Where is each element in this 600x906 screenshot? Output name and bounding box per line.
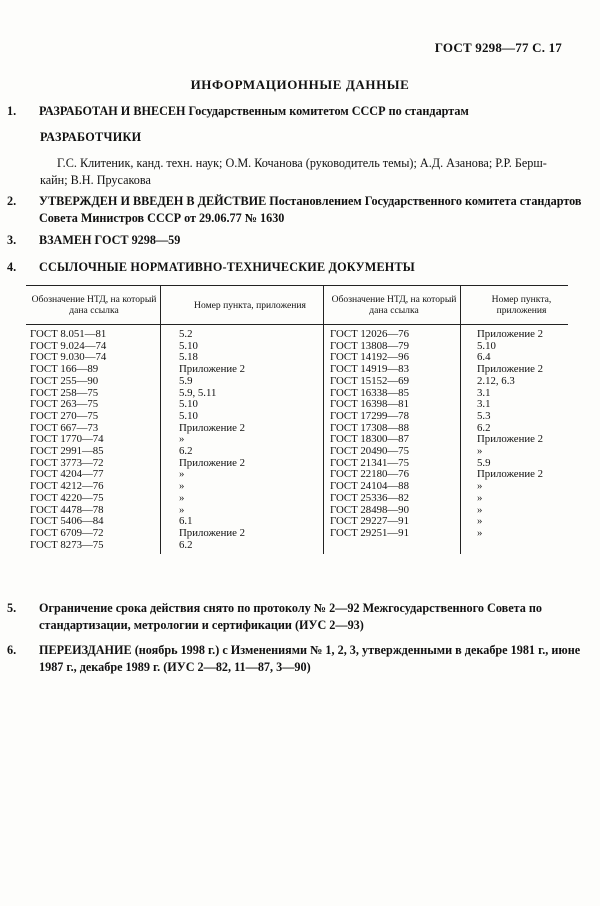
- table-row: [26, 540, 568, 555]
- cell-ntd-left: ГОСТ 3773—72: [26, 458, 161, 470]
- cell-ntd-left: ГОСТ 1770—74: [26, 434, 161, 446]
- table-body: [26, 325, 568, 555]
- section-3-number: 3.: [7, 233, 17, 247]
- section-2-heading: УТВЕРЖДЕН И ВВЕДЕН В ДЕЙСТВИЕ: [39, 194, 267, 208]
- section-2-number: 2.: [7, 194, 17, 208]
- section-1-heading: РАЗРАБОТАН И ВНЕСЕН: [39, 104, 186, 118]
- header-ntd-right: Обозначение НТД, на который дана ссылка: [324, 286, 461, 325]
- cell-ntd-left: ГОСТ 8.051—81: [26, 325, 161, 341]
- section-6: [7, 642, 584, 676]
- cell-ntd-left: ГОСТ 4212—76: [26, 481, 161, 493]
- cell-clause-right: 2.12, 6.3: [477, 374, 515, 387]
- references-table: [26, 285, 568, 554]
- cell-ntd-right: ГОСТ 14192—96: [324, 352, 461, 364]
- cell-ntd-right: ГОСТ 20490—75: [324, 446, 461, 458]
- table-row: [26, 481, 568, 493]
- cell-ntd-left: ГОСТ 2991—85: [26, 446, 161, 458]
- cell-clause-right: [461, 540, 569, 555]
- section-6-heading: ПЕРЕИЗДАНИЕ: [39, 643, 132, 657]
- cell-clause-right: »: [477, 503, 483, 516]
- section-6-text: (ноябрь 1998 г.) с Изменениями № 1, 2, 3, утвержденными в декабре 1981 г., июне 1987 г., декабре 1989 г. (ИУС 2—82, 11—87, 3—90): [39, 643, 581, 674]
- cell-ntd-left: ГОСТ 270—75: [26, 411, 161, 423]
- cell-clause-left: 5.10: [161, 399, 324, 411]
- table-row: [26, 434, 568, 446]
- cell-ntd-left: ГОСТ 166—89: [26, 364, 161, 376]
- cell-ntd-left: ГОСТ 4204—77: [26, 469, 161, 481]
- section-3-text: ВЗАМЕН ГОСТ 9298—59: [39, 233, 181, 247]
- cell-clause-right: Приложение 2: [477, 433, 544, 446]
- cell-clause-right: 3.1: [477, 386, 491, 399]
- cell-ntd-right: ГОСТ 18300—87: [324, 434, 461, 446]
- developers-line-2: кайн; В.Н. Прусакова: [40, 173, 151, 187]
- table-row: [26, 505, 568, 517]
- cell-clause-left: »: [161, 469, 324, 481]
- section-4-text: ССЫЛОЧНЫЕ НОРМАТИВНО-ТЕХНИЧЕСКИЕ ДОКУМЕНТЫ: [39, 260, 415, 274]
- cell-ntd-right: ГОСТ 16338—85: [324, 388, 461, 400]
- cell-ntd-left: ГОСТ 263—75: [26, 399, 161, 411]
- cell-clause-left: »: [161, 434, 324, 446]
- cell-clause-left: Приложение 2: [161, 528, 324, 540]
- cell-clause-left: Приложение 2: [161, 423, 324, 435]
- cell-clause-right: »: [477, 480, 483, 493]
- cell-clause-right: 5.9: [477, 456, 491, 469]
- cell-ntd-left: ГОСТ 258—75: [26, 388, 161, 400]
- cell-ntd-right: ГОСТ 13808—79: [324, 341, 461, 353]
- cell-clause-left: 5.10: [161, 341, 324, 353]
- section-3: [7, 232, 584, 249]
- cell-clause-left: 6.1: [161, 516, 324, 528]
- cell-ntd-right: ГОСТ 17308—88: [324, 423, 461, 435]
- cell-clause-right: 6.2: [477, 421, 491, 434]
- cell-clause-right: 6.4: [477, 351, 491, 364]
- section-2: [7, 193, 584, 227]
- developers-list: [40, 155, 567, 189]
- header-ntd-left: Обозначение НТД, на который дана ссылка: [26, 286, 161, 325]
- section-5: [7, 600, 584, 634]
- developers-line-1: Г.С. Клитеник, канд. техн. наук; О.М. Кочанова (руководитель темы); А.Д. Азанова; Р.Р. Берш-: [57, 156, 547, 170]
- section-4: [7, 259, 584, 276]
- cell-clause-left: 5.18: [161, 352, 324, 364]
- table-row: [26, 376, 568, 388]
- cell-ntd-right: ГОСТ 15152—69: [324, 376, 461, 388]
- cell-ntd-right: ГОСТ 28498—90: [324, 505, 461, 517]
- cell-ntd-right: ГОСТ 25336—82: [324, 493, 461, 505]
- table-row: [26, 528, 568, 540]
- table-row: [26, 446, 568, 458]
- cell-ntd-left: ГОСТ 5406—84: [26, 516, 161, 528]
- cell-ntd-left: ГОСТ 4220—75: [26, 493, 161, 505]
- cell-clause-left: Приложение 2: [161, 364, 324, 376]
- table-row: [26, 411, 568, 423]
- cell-clause-right: 3.1: [477, 398, 491, 411]
- cell-clause-left: 6.2: [161, 540, 324, 555]
- section-1-number: 1.: [7, 104, 17, 118]
- cell-clause-left: 5.2: [161, 325, 324, 341]
- cell-ntd-right: ГОСТ 12026—76: [324, 325, 461, 341]
- cell-clause-right: »: [477, 526, 483, 539]
- page-header: ГОСТ 9298—77 С. 17: [434, 40, 562, 55]
- cell-ntd-left: ГОСТ 255—90: [26, 376, 161, 388]
- cell-clause-left: 6.2: [161, 446, 324, 458]
- section-6-number: 6.: [7, 643, 17, 657]
- header-clause-left: Номер пункта, приложения: [161, 286, 324, 325]
- header-clause-right: Номер пункта, приложения: [461, 286, 569, 325]
- cell-clause-right: »: [477, 445, 483, 458]
- cell-clause-left: »: [161, 505, 324, 517]
- cell-ntd-left: ГОСТ 8273—75: [26, 540, 161, 555]
- cell-ntd-left: ГОСТ 4478—78: [26, 505, 161, 517]
- cell-clause-left: 5.9, 5.11: [161, 388, 324, 400]
- section-5-number: 5.: [7, 601, 17, 615]
- cell-clause-right: Приложение 2: [477, 328, 544, 340]
- cell-clause-right: 5.3: [477, 409, 491, 422]
- cell-ntd-right: ГОСТ 16398—81: [324, 399, 461, 411]
- cell-ntd-left: ГОСТ 667—73: [26, 423, 161, 435]
- cell-clause-left: Приложение 2: [161, 458, 324, 470]
- cell-ntd-right: ГОСТ 24104—88: [324, 481, 461, 493]
- cell-clause-right: Приложение 2: [477, 468, 544, 481]
- table-row: [26, 325, 568, 341]
- cell-ntd-right: ГОСТ 29251—91: [324, 528, 461, 540]
- cell-ntd-right: ГОСТ 17299—78: [324, 411, 461, 423]
- table-row: [26, 469, 568, 481]
- section-4-number: 4.: [7, 260, 17, 274]
- table-row: [26, 516, 568, 528]
- cell-clause-right: 5.10: [477, 339, 496, 352]
- cell-ntd-left: ГОСТ 6709—72: [26, 528, 161, 540]
- table-header-row: [26, 286, 568, 325]
- cell-ntd-left: ГОСТ 9.024—74: [26, 341, 161, 353]
- developers-heading: РАЗРАБОТЧИКИ: [40, 130, 142, 144]
- cell-clause-left: 5.9: [161, 376, 324, 388]
- cell-clause-right: Приложение 2: [477, 363, 544, 376]
- cell-clause-left: »: [161, 493, 324, 505]
- cell-clause-left: »: [161, 481, 324, 493]
- cell-ntd-right: ГОСТ 22180—76: [324, 469, 461, 481]
- table-row: [26, 493, 568, 505]
- cell-clause-right: »: [477, 491, 483, 504]
- cell-ntd-right: ГОСТ 21341—75: [324, 458, 461, 470]
- section-5-text: Ограничение срока действия снято по протоколу № 2—92 Межгосударственного Совета по стандартизации, метрологии и сертификации (ИУС 2—93): [39, 601, 542, 632]
- section-1: [7, 103, 584, 120]
- cell-ntd-right: [324, 540, 461, 555]
- cell-clause-left: 5.10: [161, 411, 324, 423]
- cell-ntd-left: ГОСТ 9.030—74: [26, 352, 161, 364]
- section-1-text: Государственным комитетом СССР по стандартам: [185, 104, 469, 118]
- document-title: ИНФОРМАЦИОННЫЕ ДАННЫЕ: [190, 77, 410, 92]
- cell-ntd-right: ГОСТ 14919—83: [324, 364, 461, 376]
- section-2-text: Постановлением Государственного комитета стандартов Совета Министров СССР от 29.06.77 № 1630: [39, 194, 582, 225]
- cell-clause-right: »: [477, 515, 483, 528]
- cell-ntd-right: ГОСТ 29227—91: [324, 516, 461, 528]
